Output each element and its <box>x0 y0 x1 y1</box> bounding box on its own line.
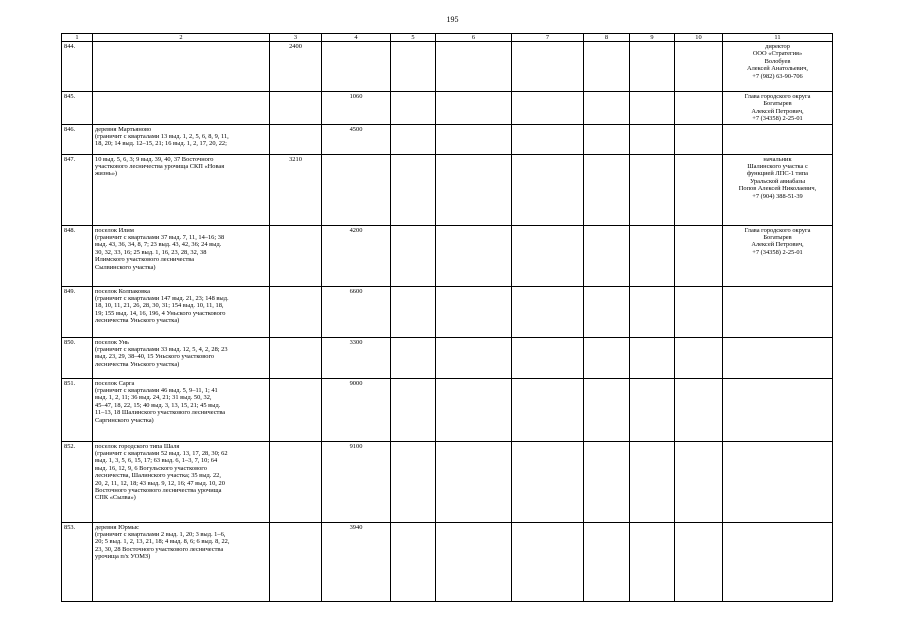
description-line: поселок Унь <box>95 338 129 346</box>
empty-cell-col-5 <box>391 225 436 286</box>
description-line: поселок Илим <box>95 226 134 234</box>
row-number: 848. <box>62 225 93 286</box>
description-line: (граничит с кварталами 46 выд. 5, 9–11, 1; 41 <box>95 387 218 395</box>
contact-line: +7 (904) 388-51-39 <box>752 192 803 200</box>
empty-cell-col-7 <box>512 92 584 125</box>
empty-cell-col-10 <box>675 441 723 522</box>
empty-cell-col-6 <box>436 441 512 522</box>
description-line: 19; 155 выд. 14, 16, 196, 4 Уньского участкового <box>95 309 226 317</box>
column-header-9: 9 <box>630 34 675 42</box>
description-line: Сылвинского участка) <box>95 263 156 271</box>
column-4-value: 4200 <box>322 225 391 286</box>
description-line: 11–13, 18 Шалинского участкового лесничества <box>95 409 226 417</box>
responsible-contact <box>723 92 833 125</box>
settlement-description <box>93 378 270 441</box>
description-line: 20; 5 выд. 1, 2, 13, 21, 18; 4 выд. 8, 6; 6 выд. 8, 22, <box>95 538 230 546</box>
column-4-value: 9000 <box>322 378 391 441</box>
empty-cell-col-7 <box>512 378 584 441</box>
empty-cell-col-6 <box>436 42 512 92</box>
row-number: 844. <box>62 42 93 92</box>
description-line: урочища п/х УОМЗ) <box>95 553 151 561</box>
empty-cell-col-8 <box>584 124 630 154</box>
empty-cell-col-5 <box>391 286 436 337</box>
description-line: (граничит с кварталами 52 выд. 13, 17, 28, 30; 62 <box>95 450 228 458</box>
description-line: 30, 32, 33, 16; 25 выд. 1, 16, 23, 28, 32, 38 <box>95 248 207 256</box>
empty-cell-col-8 <box>584 337 630 378</box>
table-row <box>62 92 833 125</box>
settlement-description <box>93 154 270 225</box>
column-header-10: 10 <box>675 34 723 42</box>
column-header-3: 3 <box>270 34 322 42</box>
table-row <box>62 225 833 286</box>
responsible-contact <box>723 441 833 522</box>
row-number: 849. <box>62 286 93 337</box>
table-row <box>62 441 833 522</box>
responsible-contact <box>723 124 833 154</box>
description-line: 23, 30, 28 Восточного участкового лесничества <box>95 545 224 553</box>
column-3-value <box>270 522 322 601</box>
settlement-description <box>93 441 270 522</box>
column-header-5: 5 <box>391 34 436 42</box>
empty-cell-col-7 <box>512 124 584 154</box>
empty-cell-col-5 <box>391 124 436 154</box>
column-header-1: 1 <box>62 34 93 42</box>
settlement-description <box>93 225 270 286</box>
settlement-description <box>93 124 270 154</box>
description-line: (граничит с кварталами 2 выд. 1, 20; 3 выд. 1–6, <box>95 531 226 539</box>
empty-cell-col-9 <box>630 154 675 225</box>
empty-cell-col-5 <box>391 337 436 378</box>
contact-line: Волобуев <box>764 57 791 65</box>
contact-line: Алексей Петрович, <box>751 107 804 115</box>
column-header-2: 2 <box>93 34 270 42</box>
column-4-value: 3940 <box>322 522 391 601</box>
column-4-value: 6600 <box>322 286 391 337</box>
description-line: (граничит с кварталами 147 выд. 21, 23; 148 выд. <box>95 295 229 303</box>
table-row <box>62 286 833 337</box>
empty-cell-col-5 <box>391 378 436 441</box>
row-number: 853. <box>62 522 93 601</box>
column-4-value: 1060 <box>322 92 391 125</box>
description-line: поселок Колпаковка <box>95 287 150 295</box>
empty-cell-col-8 <box>584 154 630 225</box>
column-header-7: 7 <box>512 34 584 42</box>
settlement-description <box>93 92 270 125</box>
contact-line: Глава городского округа <box>744 226 811 234</box>
table-row <box>62 42 833 92</box>
description-line: выд. 1, 2, 11; 36 выд. 24, 21; 31 выд. 50, 32, <box>95 394 212 402</box>
empty-cell-col-10 <box>675 337 723 378</box>
contact-line: +7 (34358) 2-25-01 <box>752 248 803 256</box>
column-header-11: 11 <box>723 34 833 42</box>
description-line: поселок городского типа Шаля <box>95 442 180 450</box>
contact-line: функцией ЛПС-1 типа <box>747 170 808 178</box>
description-line: лесничества Уньского участка) <box>95 360 180 368</box>
empty-cell-col-9 <box>630 225 675 286</box>
empty-cell-col-10 <box>675 286 723 337</box>
description-line: 20, 2, 11, 12, 18; 43 выд. 9, 12, 16; 47 выд. 10, 20 <box>95 479 225 487</box>
empty-cell-col-7 <box>512 154 584 225</box>
contact-line: +7 (982) 63-90-706 <box>752 72 803 80</box>
description-line: Илимского участкового лесничества <box>95 256 195 264</box>
column-3-value <box>270 337 322 378</box>
column-4-value: 4500 <box>322 124 391 154</box>
responsible-contact <box>723 337 833 378</box>
column-3-value: 2400 <box>270 42 322 92</box>
column-3-value <box>270 225 322 286</box>
empty-cell-col-6 <box>436 124 512 154</box>
empty-cell-col-9 <box>630 92 675 125</box>
data-table <box>61 33 833 602</box>
description-line: выд. 1, 3, 5, 6, 15, 17; 63 выд. 6, 1–3, 7, 10; 64 <box>95 457 218 465</box>
contact-line: Шалинского участка с <box>747 163 808 171</box>
settlement-description <box>93 42 270 92</box>
contact-line: ООО «Стратегия» <box>752 50 803 58</box>
description-line: 45–47, 18, 22, 15; 40 выд. 3, 13, 15, 21; 45 выд. <box>95 401 221 409</box>
settlement-description <box>93 286 270 337</box>
column-4-value <box>322 154 391 225</box>
column-3-value <box>270 378 322 441</box>
empty-cell-col-9 <box>630 522 675 601</box>
column-3-value <box>270 441 322 522</box>
page-number: 195 <box>446 15 459 24</box>
column-4-value <box>322 42 391 92</box>
empty-cell-col-7 <box>512 441 584 522</box>
empty-cell-col-10 <box>675 378 723 441</box>
empty-cell-col-6 <box>436 337 512 378</box>
responsible-contact <box>723 522 833 601</box>
empty-cell-col-6 <box>436 286 512 337</box>
description-line: лесничества Уньского участка) <box>95 317 180 325</box>
empty-cell-col-10 <box>675 92 723 125</box>
contact-line: +7 (34358) 2-25-01 <box>752 115 803 123</box>
settlement-description <box>93 522 270 601</box>
empty-cell-col-5 <box>391 522 436 601</box>
table-body <box>62 42 833 602</box>
description-line: 10 выд. 5, 6, 3; 9 выд. 39, 40, 37 Восточного <box>95 155 214 163</box>
description-line: выд. 43, 36, 34, 8, 7; 23 выд. 43, 42, 36; 24 выд. <box>95 241 222 249</box>
empty-cell-col-10 <box>675 124 723 154</box>
description-line: (граничит с кварталами 13 выд. 1, 2, 5, 6, 8, 9, 11, <box>95 133 229 141</box>
empty-cell-col-8 <box>584 92 630 125</box>
responsible-contact <box>723 286 833 337</box>
row-number: 851. <box>62 378 93 441</box>
contact-line: Алексей Анатольевич, <box>746 65 809 73</box>
empty-cell-col-8 <box>584 522 630 601</box>
contact-line: Попов Алексей Николаевич, <box>738 185 817 193</box>
contact-line: Богатырев <box>763 234 792 242</box>
contact-line: Уральской авиабазы <box>750 177 805 185</box>
description-line: поселок Сарга <box>95 379 135 387</box>
empty-cell-col-8 <box>584 286 630 337</box>
empty-cell-col-7 <box>512 286 584 337</box>
column-4-value: 3300 <box>322 337 391 378</box>
description-line: 18, 20; 14 выд. 12–15, 21; 16 выд. 1, 2, 17, 20, 22; <box>95 140 227 148</box>
responsible-contact <box>723 42 833 92</box>
description-line: лесничества, Шалинского участка; 35 выд. 22, <box>95 472 221 480</box>
contact-line: Богатырев <box>763 100 792 108</box>
contact-line: директор <box>765 43 790 50</box>
empty-cell-col-10 <box>675 42 723 92</box>
empty-cell-col-7 <box>512 225 584 286</box>
table-row <box>62 337 833 378</box>
responsible-contact <box>723 378 833 441</box>
column-header-8: 8 <box>584 34 630 42</box>
responsible-contact <box>723 154 833 225</box>
table-header-row <box>62 34 833 42</box>
contact-line: Глава городского округа <box>744 93 811 100</box>
empty-cell-col-6 <box>436 378 512 441</box>
empty-cell-col-7 <box>512 42 584 92</box>
empty-cell-col-6 <box>436 154 512 225</box>
empty-cell-col-6 <box>436 225 512 286</box>
responsible-contact <box>723 225 833 286</box>
column-3-value <box>270 286 322 337</box>
description-line: выд. 16, 12, 9, 6 Вогульского участкового <box>95 464 207 472</box>
description-line: жизнь») <box>95 170 118 178</box>
table-row <box>62 154 833 225</box>
empty-cell-col-7 <box>512 337 584 378</box>
column-3-value <box>270 124 322 154</box>
description-line: деревня Мартьяново <box>95 125 152 133</box>
row-number: 845. <box>62 92 93 125</box>
settlement-description <box>93 337 270 378</box>
description-line: СПК «Сылва») <box>95 494 136 502</box>
empty-cell-col-8 <box>584 378 630 441</box>
row-number: 846. <box>62 124 93 154</box>
empty-cell-col-8 <box>584 441 630 522</box>
empty-cell-col-10 <box>675 225 723 286</box>
empty-cell-col-8 <box>584 225 630 286</box>
empty-cell-col-5 <box>391 92 436 125</box>
table-row <box>62 124 833 154</box>
description-line: (граничит с кварталами 33 выд. 12, 5, 4, 2, 28; 23 <box>95 346 228 354</box>
empty-cell-col-9 <box>630 337 675 378</box>
empty-cell-col-10 <box>675 522 723 601</box>
empty-cell-col-9 <box>630 441 675 522</box>
empty-cell-col-5 <box>391 154 436 225</box>
table-row <box>62 522 833 601</box>
empty-cell-col-10 <box>675 154 723 225</box>
empty-cell-col-5 <box>391 42 436 92</box>
empty-cell-col-5 <box>391 441 436 522</box>
description-line: деревня Юрмыс <box>95 523 139 531</box>
empty-cell-col-6 <box>436 92 512 125</box>
empty-cell-col-8 <box>584 42 630 92</box>
empty-cell-col-9 <box>630 42 675 92</box>
empty-cell-col-9 <box>630 378 675 441</box>
column-3-value: 3210 <box>270 154 322 225</box>
description-line: участкового лесничества урочища СКП «Новая <box>95 163 225 171</box>
contact-line: Алексей Петрович, <box>751 241 804 249</box>
column-header-6: 6 <box>436 34 512 42</box>
row-number: 852. <box>62 441 93 522</box>
description-line: выд. 23, 29, 38–40, 15 Уньского участкового <box>95 353 215 361</box>
column-4-value: 9100 <box>322 441 391 522</box>
table-row <box>62 378 833 441</box>
description-line: Восточного участкового лесничества урочища <box>95 487 222 495</box>
empty-cell-col-6 <box>436 522 512 601</box>
contact-line: начальник <box>763 155 792 163</box>
row-number: 850. <box>62 337 93 378</box>
empty-cell-col-9 <box>630 124 675 154</box>
row-number: 847. <box>62 154 93 225</box>
column-3-value <box>270 92 322 125</box>
description-line: Саргинского участка) <box>95 416 154 424</box>
column-header-4: 4 <box>322 34 391 42</box>
description-line: 18, 10, 11, 21, 26, 28, 30, 31; 154 выд. 10, 11, 18, <box>95 302 224 310</box>
empty-cell-col-7 <box>512 522 584 601</box>
description-line: (граничит с кварталами 37 выд. 7, 11, 14–16; 38 <box>95 234 225 242</box>
empty-cell-col-9 <box>630 286 675 337</box>
